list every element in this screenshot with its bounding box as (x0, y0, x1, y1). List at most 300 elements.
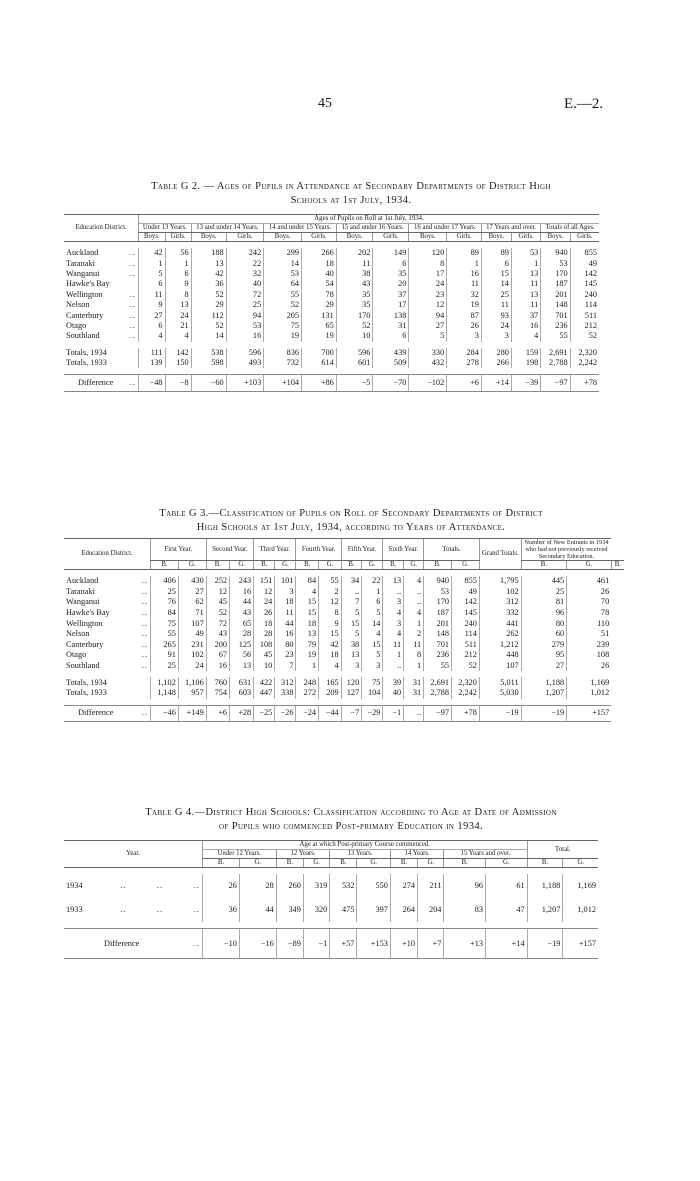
value-cell: 3 (275, 587, 296, 598)
value-cell: 187 (541, 279, 570, 289)
value-cell: 53 (264, 269, 302, 279)
value-cell: 248 (296, 677, 319, 688)
value-cell: 150 (165, 358, 191, 368)
value-cell: 13 (383, 576, 404, 587)
value-cell: 15 (362, 640, 383, 651)
value-cell: −7 (341, 705, 362, 722)
value-cell: 12 (206, 587, 229, 598)
leader-dots: .. (141, 661, 148, 671)
table-row (64, 688, 624, 699)
value-cell: 25 (521, 587, 567, 598)
value-cell: 13 (511, 269, 540, 279)
value-cell: 14 (481, 279, 511, 289)
value-cell: 4 (362, 629, 383, 640)
value-cell: 532 (330, 874, 357, 898)
value-cell: 284 (447, 348, 482, 358)
value-cell: 28 (254, 629, 275, 640)
row-label (64, 576, 151, 587)
value-cell: 475 (330, 898, 357, 922)
value-cell: 11 (481, 300, 511, 310)
value-cell: 319 (303, 874, 329, 898)
value-cell: 11 (336, 258, 373, 268)
value-cell: 142 (165, 348, 191, 358)
value-cell: 16 (511, 321, 540, 331)
value-cell: 107 (178, 618, 206, 629)
value-cell: 17 (409, 269, 447, 279)
value-cell: 242 (226, 248, 264, 258)
value-cell: 11 (404, 640, 424, 651)
row-label-text: Taranaki (66, 586, 95, 596)
row-label (64, 629, 151, 640)
value-cell: 461 (567, 576, 612, 587)
table-row (64, 375, 599, 391)
value-cell: 22 (362, 576, 383, 587)
sub-header: Girls. (511, 233, 540, 242)
sub-header: Boys. (481, 233, 511, 242)
value-cell: 12 (409, 300, 447, 310)
value-cell: 6 (139, 321, 166, 331)
value-cell: 603 (230, 688, 254, 699)
row-label (64, 705, 151, 722)
row-label (64, 898, 203, 922)
value-cell: 3 (383, 618, 404, 629)
value-cell: 1,012 (567, 688, 612, 699)
value-cell: 51 (567, 629, 612, 640)
value-cell: 110 (567, 618, 612, 629)
value-cell: 165 (319, 677, 342, 688)
value-cell: 37 (511, 310, 540, 320)
value-cell: 53 (511, 248, 540, 258)
value-cell: 16 (206, 661, 229, 672)
value-cell: 75 (151, 618, 179, 629)
leader-dots: .. (141, 708, 148, 718)
table-row (64, 576, 624, 587)
value-cell: 212 (452, 650, 480, 661)
value-cell: 23 (275, 650, 296, 661)
value-cell: 75 (362, 677, 383, 688)
sub-header: G. (567, 561, 612, 570)
value-cell: 27 (409, 321, 447, 331)
row-label (64, 358, 139, 368)
value-cell: 4 (511, 331, 540, 341)
group-header: Fourth Year. (296, 539, 341, 561)
value-cell: .. (404, 587, 424, 598)
value-cell: 18 (302, 258, 337, 268)
value-cell: 312 (275, 677, 296, 688)
sub-header: B. (341, 561, 362, 570)
table-row (64, 629, 624, 640)
row-label-text: Difference (104, 938, 140, 948)
value-cell: 91 (151, 650, 179, 661)
value-cell: 138 (373, 310, 409, 320)
value-cell: 15 (319, 629, 342, 640)
row-label (64, 640, 151, 651)
value-cell: 29 (302, 300, 337, 310)
group-header: 14 Years. (390, 850, 444, 859)
value-cell: 64 (264, 279, 302, 289)
value-cell: +103 (226, 375, 264, 391)
row-label-text: Otago (66, 320, 87, 330)
value-cell: 29 (191, 300, 226, 310)
value-cell: −97 (424, 705, 452, 722)
value-cell: 25 (151, 661, 179, 672)
value-cell: +28 (230, 705, 254, 722)
sub-header: B. (383, 561, 404, 570)
row-label (64, 587, 151, 598)
row-label (64, 661, 151, 672)
table-g4 (64, 840, 598, 959)
sub-header: G. (303, 859, 329, 868)
leader-dots: .. (129, 320, 136, 330)
sub-header: G. (486, 859, 528, 868)
value-cell: 701 (424, 640, 452, 651)
value-cell: 1 (165, 258, 191, 268)
value-cell: 16 (230, 587, 254, 598)
value-cell: 13 (296, 629, 319, 640)
table-row (64, 358, 599, 368)
row-label (64, 258, 139, 268)
col-education-district: Education District. (64, 539, 151, 570)
value-cell: 509 (373, 358, 409, 368)
value-cell: +86 (302, 375, 337, 391)
value-cell: 16 (226, 331, 264, 341)
value-cell: 102 (178, 650, 206, 661)
value-cell: 239 (567, 640, 612, 651)
leader-dots: .. (193, 938, 200, 948)
value-cell: 11 (383, 640, 404, 651)
value-cell: −48 (139, 375, 166, 391)
value-cell: 280 (481, 348, 511, 358)
value-cell: 1,188 (527, 874, 563, 898)
table-row (64, 929, 598, 959)
value-cell: 3 (447, 331, 482, 341)
group-header: Under 12 Years. (203, 850, 277, 859)
sub-header: B. (203, 859, 240, 868)
value-cell: 1,212 (479, 640, 521, 651)
value-cell: 127 (341, 688, 362, 699)
sub-header: G. (230, 561, 254, 570)
value-cell: 266 (302, 248, 337, 258)
row-label-text: Southland (66, 331, 100, 341)
value-cell: .. (383, 661, 404, 672)
value-cell: 754 (206, 688, 229, 699)
value-cell: −25 (254, 705, 275, 722)
value-cell: 34 (341, 576, 362, 587)
value-cell: +149 (178, 705, 206, 722)
value-cell: 187 (424, 608, 452, 619)
value-cell: 13 (230, 661, 254, 672)
value-cell: 11 (511, 279, 540, 289)
value-cell: 84 (151, 608, 179, 619)
value-cell: 52 (570, 331, 599, 341)
value-cell: 52 (206, 608, 229, 619)
group-header: First Year. (151, 539, 207, 561)
leader-dots: .. (129, 289, 136, 299)
sub-header: B. (444, 859, 486, 868)
value-cell: 1 (383, 650, 404, 661)
value-cell: 65 (230, 618, 254, 629)
value-cell: 14 (264, 258, 302, 268)
value-cell: 42 (139, 248, 166, 258)
value-cell: 131 (302, 310, 337, 320)
value-cell: 170 (336, 310, 373, 320)
sub-header: B. (390, 859, 417, 868)
table-row (64, 310, 599, 320)
value-cell: 67 (206, 650, 229, 661)
value-cell: 36 (203, 898, 240, 922)
leader-dots: .. (129, 310, 136, 320)
row-label (64, 279, 139, 289)
leader-dots: .. (141, 650, 148, 660)
value-cell: 148 (541, 300, 570, 310)
value-cell: 262 (479, 629, 521, 640)
value-cell: +78 (570, 375, 599, 391)
sub-header: G. (404, 561, 424, 570)
leader-dots: .. (141, 639, 148, 649)
value-cell: 95 (521, 650, 567, 661)
sub-header: B. (206, 561, 229, 570)
row-label (64, 677, 151, 688)
value-cell: 432 (409, 358, 447, 368)
row-label-text: Totals, 1934 (66, 347, 107, 357)
value-cell: 80 (275, 640, 296, 651)
row-label (64, 300, 139, 310)
value-cell: 422 (254, 677, 275, 688)
sub-header: B. (276, 859, 303, 868)
value-cell: 25 (151, 587, 179, 598)
row-label-text: Totals, 1933 (66, 688, 107, 698)
value-cell: 15 (296, 608, 319, 619)
value-cell: 79 (296, 640, 319, 651)
sub-header: G. (563, 859, 598, 868)
value-cell: 25 (226, 300, 264, 310)
value-cell: 96 (521, 608, 567, 619)
value-cell: 17 (373, 300, 409, 310)
value-cell: 4 (319, 661, 342, 672)
value-cell: 596 (336, 348, 373, 358)
value-cell: 6 (362, 597, 383, 608)
row-label-text: 1934 (66, 881, 83, 890)
sub-header: G. (178, 561, 206, 570)
value-cell: 89 (481, 248, 511, 258)
table-row (64, 269, 599, 279)
value-cell: 5 (341, 629, 362, 640)
value-cell: 19 (447, 300, 482, 310)
value-cell: 18 (254, 618, 275, 629)
value-cell: 441 (479, 618, 521, 629)
value-cell: 2,320 (452, 677, 480, 688)
page-reference: E.—2. (564, 96, 604, 112)
col-total: Total. (527, 841, 598, 859)
value-cell: 94 (226, 310, 264, 320)
value-cell: 102 (479, 587, 521, 598)
value-cell: 3 (383, 597, 404, 608)
value-cell: 75 (264, 321, 302, 331)
value-cell: 700 (302, 348, 337, 358)
leader-dots: .. .. .. (120, 905, 200, 914)
value-cell: 2,242 (570, 358, 599, 368)
row-label-text: Difference (78, 377, 114, 387)
value-cell: 264 (390, 898, 417, 922)
row-label-text: Canterbury (66, 639, 104, 649)
value-cell: −1 (303, 929, 329, 959)
table-row (64, 248, 599, 258)
value-cell: 6 (139, 279, 166, 289)
row-label (64, 688, 151, 699)
value-cell: 243 (230, 576, 254, 587)
value-cell: 5,030 (479, 688, 521, 699)
value-cell: 55 (541, 331, 570, 341)
value-cell: 16 (447, 269, 482, 279)
value-cell: 212 (570, 321, 599, 331)
value-cell: 2,788 (424, 688, 452, 699)
value-cell: 94 (409, 310, 447, 320)
sub-header: Girls. (302, 233, 337, 242)
value-cell: 9 (139, 300, 166, 310)
value-cell: 45 (254, 650, 275, 661)
value-cell: 2,788 (541, 358, 570, 368)
row-label-text: Hawke's Bay (66, 608, 110, 618)
value-cell: 1,106 (178, 677, 206, 688)
row-label-text: Wellington (66, 618, 103, 628)
sub-header: Boys. (541, 233, 570, 242)
sub-header: B. (521, 561, 567, 570)
value-cell: 52 (336, 321, 373, 331)
value-cell: 1,102 (151, 677, 179, 688)
value-cell: 4 (404, 576, 424, 587)
row-label (64, 269, 139, 279)
group-header: Third Year. (254, 539, 296, 561)
leader-dots: .. (129, 377, 136, 387)
value-cell: 49 (178, 629, 206, 640)
value-cell: 24 (254, 597, 275, 608)
value-cell: 108 (567, 650, 612, 661)
value-cell: 52 (191, 290, 226, 300)
value-cell: 32 (447, 290, 482, 300)
value-cell: +78 (452, 705, 480, 722)
value-cell: 72 (206, 618, 229, 629)
value-cell: 3 (481, 331, 511, 341)
value-cell: −19 (521, 705, 567, 722)
table-row (64, 705, 624, 722)
sub-header: Girls. (165, 233, 191, 242)
value-cell: 170 (541, 269, 570, 279)
leader-dots: .. (141, 608, 148, 618)
value-cell: 84 (296, 576, 319, 587)
value-cell: 40 (302, 269, 337, 279)
value-cell: 87 (447, 310, 482, 320)
row-label-text: Wanganui (66, 268, 100, 278)
table-g3-title (62, 507, 640, 535)
value-cell: −19 (479, 705, 521, 722)
value-cell: −97 (541, 375, 570, 391)
value-cell: 24 (481, 321, 511, 331)
value-cell: 96 (444, 874, 486, 898)
row-label-text: Canterbury (66, 310, 104, 320)
value-cell: 104 (362, 688, 383, 699)
table-row (64, 279, 599, 289)
row-label (64, 597, 151, 608)
value-cell: 142 (452, 597, 480, 608)
row-label-text: Nelson (66, 300, 90, 310)
table-row (64, 597, 624, 608)
value-cell: 11 (275, 608, 296, 619)
value-cell: 19 (302, 331, 337, 341)
row-label (64, 608, 151, 619)
value-cell: 44 (275, 618, 296, 629)
value-cell: 89 (447, 248, 482, 258)
value-cell: 2,242 (452, 688, 480, 699)
col-new-entrants: Number of New Entrants in 1934 who had not previously received Secondary Education. (521, 539, 611, 561)
value-cell: 1 (296, 661, 319, 672)
sub-header: Girls. (570, 233, 599, 242)
value-cell: 38 (341, 640, 362, 651)
row-label (64, 929, 203, 959)
value-cell: 312 (479, 597, 521, 608)
value-cell: 4 (139, 331, 166, 341)
row-label-text: Difference (78, 708, 114, 718)
table-row (64, 650, 624, 661)
sub-header: B. (254, 561, 275, 570)
value-cell: 940 (541, 248, 570, 258)
sub-header: G. (418, 859, 444, 868)
value-cell: 14 (191, 331, 226, 341)
value-cell: 550 (357, 874, 390, 898)
value-cell: 5 (139, 269, 166, 279)
value-cell: 31 (404, 688, 424, 699)
value-cell: 12 (254, 587, 275, 598)
value-cell: 445 (521, 576, 567, 587)
value-cell: .. (404, 597, 424, 608)
group-header: 13 and under 14 Years. (191, 224, 264, 233)
value-cell: 6 (481, 258, 511, 268)
sub-header: Boys. (139, 233, 166, 242)
value-cell: 24 (165, 310, 191, 320)
value-cell: 22 (226, 258, 264, 268)
supheader-ages-on-roll: Ages of Pupils on Roll at 1st July, 1934. (139, 215, 600, 224)
value-cell: 601 (336, 358, 373, 368)
value-cell: −26 (275, 705, 296, 722)
group-header: Totals. (424, 539, 480, 561)
value-cell: 6 (165, 269, 191, 279)
sub-header: G. (275, 561, 296, 570)
value-cell: 598 (191, 358, 226, 368)
value-cell: 26 (254, 608, 275, 619)
row-label-text: Auckland (66, 248, 99, 258)
sub-header: G. (357, 859, 390, 868)
value-cell: 19 (296, 650, 319, 661)
value-cell: 493 (226, 358, 264, 368)
group-header: 15 and under 16 Years. (336, 224, 409, 233)
value-cell: 70 (567, 597, 612, 608)
row-label (64, 348, 139, 358)
value-cell: 338 (275, 688, 296, 699)
group-header: 13 Years. (330, 850, 391, 859)
row-label (64, 331, 139, 341)
value-cell: 36 (191, 279, 226, 289)
value-cell: 596 (226, 348, 264, 358)
value-cell: 201 (424, 618, 452, 629)
value-cell: 49 (570, 258, 599, 268)
sub-header: B. (296, 561, 319, 570)
table-g2-title (62, 180, 640, 208)
value-cell: 5 (362, 608, 383, 619)
value-cell: 538 (191, 348, 226, 358)
value-cell: 27 (139, 310, 166, 320)
value-cell: 120 (409, 248, 447, 258)
row-label-text: Hawke's Bay (66, 279, 110, 289)
sub-header: B. (527, 859, 563, 868)
